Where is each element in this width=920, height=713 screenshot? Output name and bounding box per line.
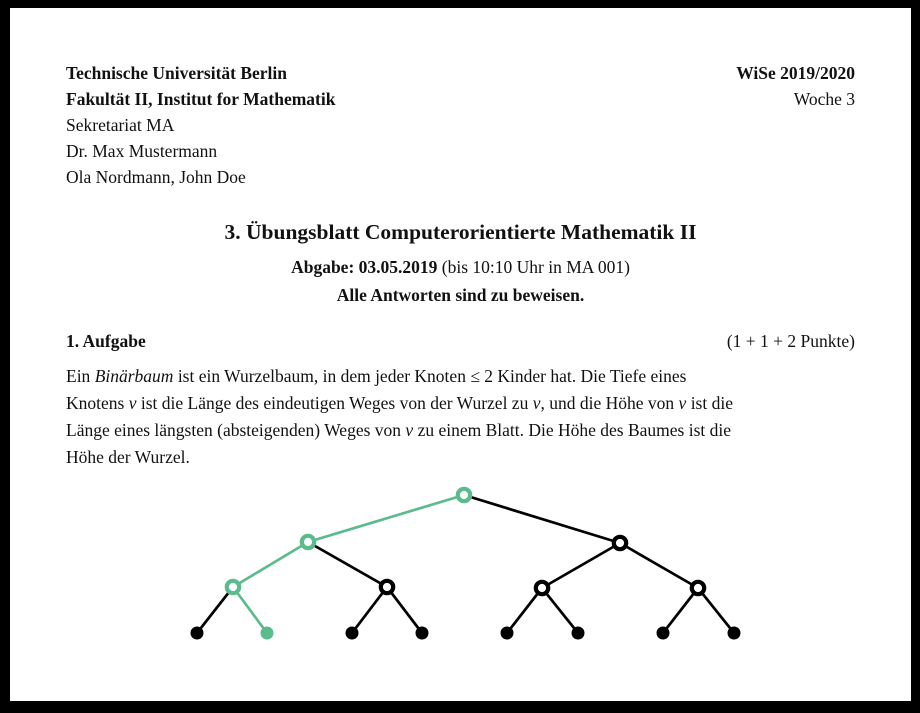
header-line: Dr. Max Mustermann <box>66 141 218 161</box>
header-line: Sekretariat MA <box>66 115 175 135</box>
paragraph-line: Ein Binärbaum ist ein Wurzelbaum, in dem jeder Knoten ≤ 2 Kinder hat. Die Tiefe eines <box>66 366 687 386</box>
header-line: Ola Nordmann, John Doe <box>66 167 246 187</box>
header-line: Fakultät II, Institut for Mathematik <box>66 89 336 109</box>
tree-edge <box>233 542 308 587</box>
tree-edge <box>464 495 620 543</box>
tree-node-internal <box>381 581 393 593</box>
header-left <box>66 60 335 190</box>
task-label: 1. Aufgabe <box>66 331 146 351</box>
due-date-line <box>66 253 855 281</box>
tree-edge <box>663 588 698 633</box>
tree-node-leaf <box>416 627 429 640</box>
task-points: (1 + 1 + 2 Punkte) <box>726 331 855 351</box>
tree-edge <box>387 587 422 633</box>
header-right <box>736 60 855 112</box>
tree-edge <box>308 542 387 587</box>
tree-node-internal <box>458 489 470 501</box>
tree-node-internal <box>614 537 626 549</box>
binary-tree-figure <box>150 468 770 653</box>
tree-edge <box>542 543 620 588</box>
tree-node-internal <box>302 536 314 548</box>
tree-node-leaf <box>657 627 670 640</box>
sheet-title: 3. Übungsblatt Computerorientierte Mathematik II <box>224 220 697 244</box>
tree-edge <box>698 588 734 633</box>
tree-edge <box>620 543 698 588</box>
tree-node-leaf <box>501 627 514 640</box>
tree-edge <box>352 587 387 633</box>
tree-node-leaf <box>572 627 585 640</box>
due-date-bold: Abgabe: 03.05.2019 <box>291 257 438 277</box>
task-row <box>66 328 855 354</box>
paragraph-line: Höhe der Wurzel. <box>66 447 190 467</box>
header-line: Technische Universität Berlin <box>66 63 288 83</box>
tree-edge <box>233 587 267 633</box>
proof-note: Alle Antworten sind zu beweisen. <box>336 285 585 305</box>
tree-node-internal <box>536 582 548 594</box>
tree-node-internal <box>227 581 239 593</box>
header-line: WiSe 2019/2020 <box>736 63 855 83</box>
tree-edge <box>197 587 233 633</box>
due-date-rest: (bis 10:10 Uhr in MA 001) <box>437 257 630 277</box>
page <box>10 8 911 701</box>
tree-node-leaf <box>191 627 204 640</box>
tree-edge <box>542 588 578 633</box>
tree-node-leaf <box>261 627 274 640</box>
tree-edge <box>507 588 542 633</box>
header-line: Woche 3 <box>793 89 855 109</box>
tree-wrap <box>150 468 770 653</box>
title-block <box>66 219 855 309</box>
paragraph-line: Knotens v ist die Länge des eindeutigen Weges von der Wurzel zu v, und die Höhe von v ist die <box>66 393 733 413</box>
tree-node-internal <box>692 582 704 594</box>
tree-node-leaf <box>346 627 359 640</box>
tree-node-leaf <box>728 627 741 640</box>
paragraph-line: Länge eines längsten (absteigenden) Weges von v zu einem Blatt. Die Höhe des Baumes ist die <box>66 420 732 440</box>
intro-paragraph <box>66 363 865 471</box>
tree-edge <box>308 495 464 542</box>
